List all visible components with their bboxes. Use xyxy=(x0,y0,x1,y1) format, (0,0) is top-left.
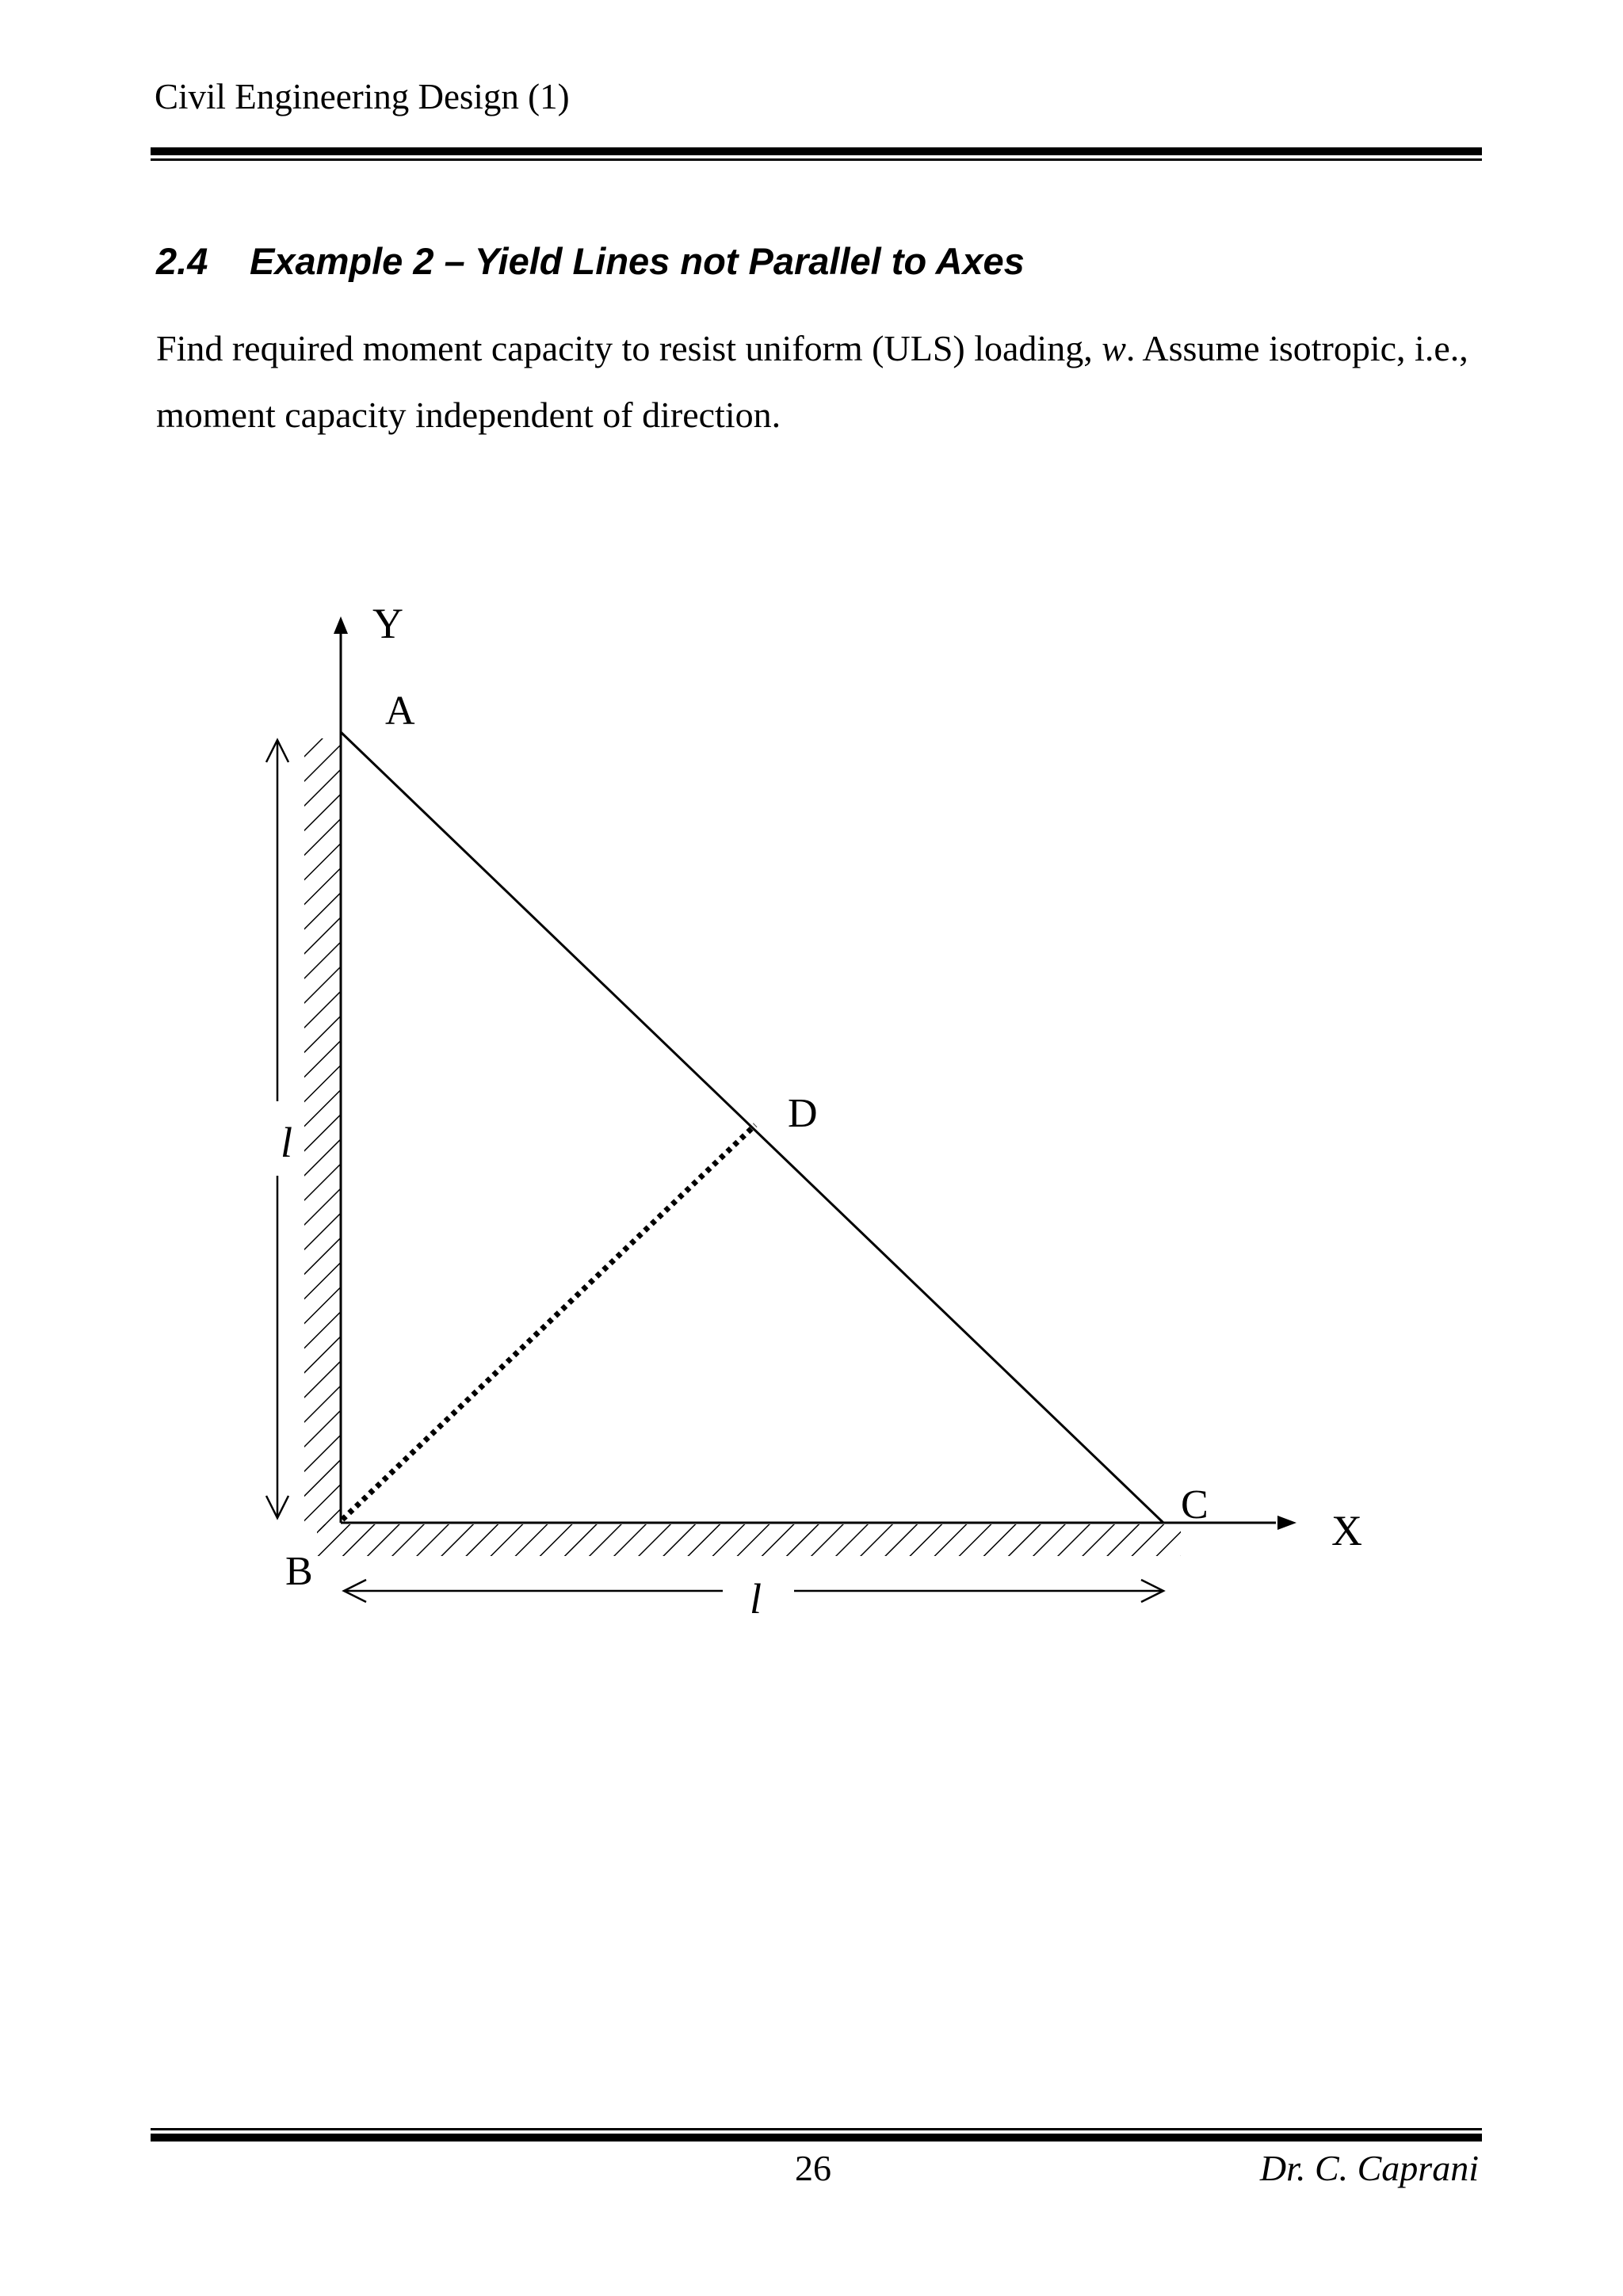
body-variable: w xyxy=(1102,328,1126,368)
body-text-after: . Assume isotropic, i.e., moment capacity independent of direction. xyxy=(156,328,1468,435)
label-point-b: B xyxy=(285,1549,313,1594)
page-number: 26 xyxy=(795,2148,831,2188)
label-dim-horizontal: l xyxy=(750,1575,762,1623)
label-point-c: C xyxy=(1181,1482,1209,1527)
footer-rule-thin xyxy=(151,2128,1482,2130)
label-point-d: D xyxy=(788,1091,818,1136)
left-support-hatching xyxy=(304,738,341,1531)
section-title: Example 2 – Yield Lines not Parallel to Axes xyxy=(250,240,1025,282)
body-text-before: Find required moment capacity to resist uniform (ULS) loading, xyxy=(156,328,1102,368)
label-y-axis: Y xyxy=(372,600,403,647)
section-number: 2.4 xyxy=(156,240,208,282)
yield-line-bd xyxy=(342,1125,755,1520)
label-point-a: A xyxy=(385,688,415,734)
label-x-axis: X xyxy=(1331,1507,1362,1554)
label-dim-vertical: l xyxy=(281,1119,293,1166)
header-title: Civil Engineering Design (1) xyxy=(155,77,570,116)
y-axis-arrow xyxy=(334,616,348,634)
footer-author: Dr. C. Caprani xyxy=(1259,2148,1479,2188)
free-edge-ac xyxy=(341,732,1163,1523)
bottom-support-hatching xyxy=(317,1524,1181,1556)
x-axis-arrow xyxy=(1277,1516,1296,1530)
footer-rule-thick xyxy=(151,2134,1482,2142)
